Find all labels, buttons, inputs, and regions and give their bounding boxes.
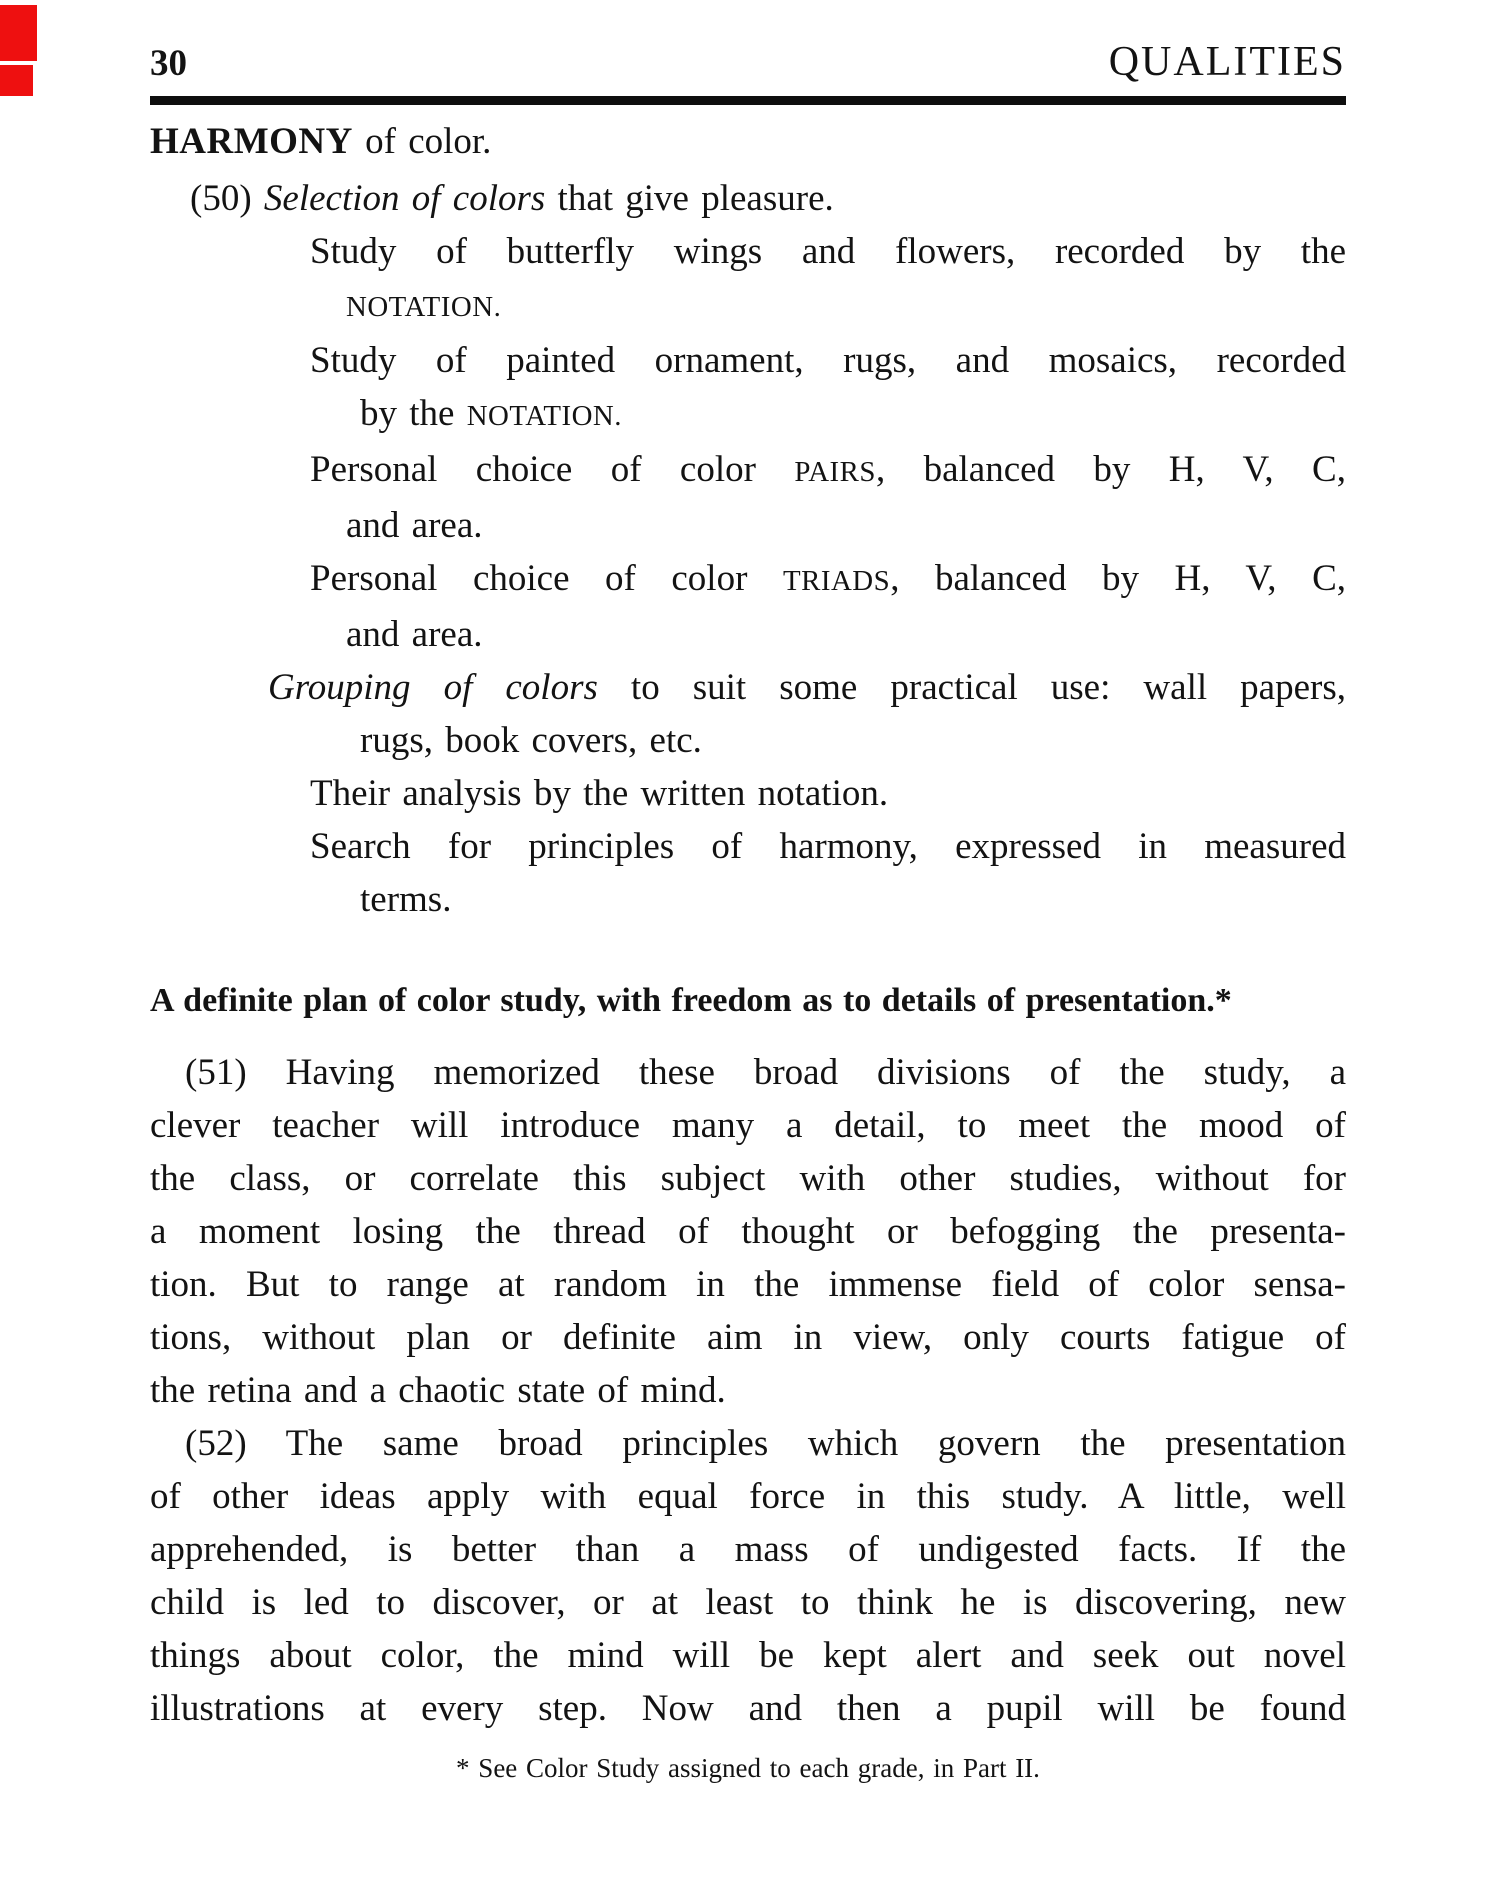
text-line: illustrations at every step. Now and then a pupil will be found [150,1688,1346,1729]
text-line: the retina and a chaotic state of mind. [150,1370,726,1411]
scan-edge-mark-bottom [0,65,33,96]
header-rule [150,96,1346,105]
page-content [150,38,1346,1785]
page-number: 30 [150,43,187,84]
text-line: (52) The same broad principles which govern the presentation [185,1423,1346,1464]
text-line: (51) Having memorized these broad divisions of the study, a [185,1052,1346,1093]
plan-summary-line: A definite plan of color study, with freedom as to details of presentation.* [150,982,1232,1019]
text-line: Personal choice of color PAIRS, balanced by H, V, C, [310,449,1346,490]
running-title: QUALITIES [1108,39,1346,85]
text-line: Study of painted ornament, rugs, and mosaics, recorded [310,340,1346,381]
text-line: Grouping of colors to suit some practical use: wall papers, [268,667,1346,708]
text-line: a moment losing the thread of thought or befogging the presenta- [150,1211,1346,1252]
text-line: clever teacher will introduce many a detail, to meet the mood of [150,1105,1346,1146]
text-line: child is led to discover, or at least to think he is discovering, new [150,1582,1346,1623]
text-line: the class, or correlate this subject with other studies, without for [150,1158,1346,1199]
color-study-outline [150,172,1346,926]
text-line: Their analysis by the written notation. [310,773,889,814]
text-line: of other ideas apply with equal force in this study. A little, well [150,1476,1346,1517]
scan-edge-mark-top [0,5,37,61]
text-line: and area. [346,614,483,655]
text-line: Study of butterfly wings and flowers, recorded by the [310,231,1346,272]
text-line: things about color, the mind will be kept alert and seek out novel [150,1635,1346,1676]
text-line: rugs, book covers, etc. [360,720,702,761]
text-line: (50) Selection of colors that give pleasure. [190,178,834,219]
text-line: HARMONY of color. [150,121,492,162]
text-line: terms. [360,879,452,920]
text-line: NOTATION. [346,291,502,323]
paragraph-52 [150,1417,1346,1735]
text-line: tions, without plan or definite aim in view, only courts fatigue of [150,1317,1346,1358]
text-line: apprehended, is better than a mass of undigested facts. If the [150,1529,1346,1570]
text-line: tion. But to range at random in the immense field of color sensa- [150,1264,1346,1305]
paragraph-51 [150,1046,1346,1417]
text-line: and area. [346,505,483,546]
page-header [150,38,1346,86]
footnote: * See Color Study assigned to each grade, in Part II. [456,1753,1040,1783]
text-line: by the NOTATION. [360,393,622,434]
text-line: Personal choice of color TRIADS, balanced by H, V, C, [310,558,1346,599]
section-heading [150,115,1346,168]
text-line: Search for principles of harmony, expressed in measured [310,826,1346,867]
